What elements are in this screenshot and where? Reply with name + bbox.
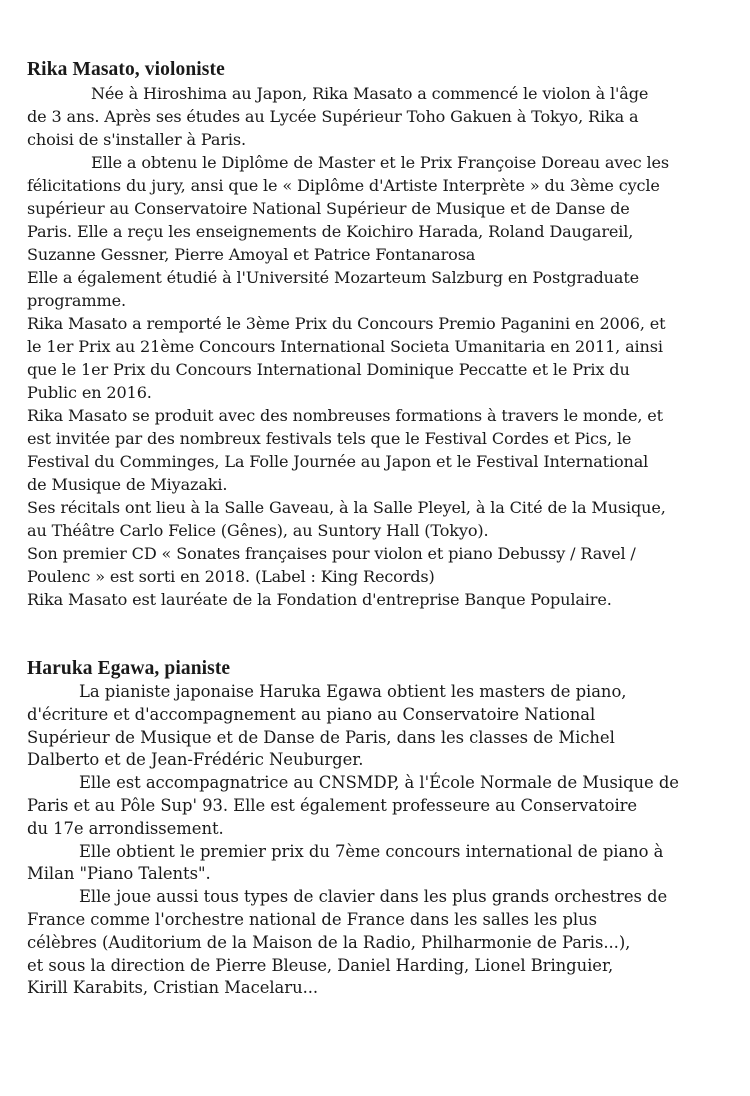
text-line: France comme l'orchestre national de France dans les salles les plus [27,909,597,929]
text-line: supérieur au Conservatoire National Supérieur de Musique et de Danse de [27,199,630,218]
text-line: Rika Masato est lauréate de la Fondation d'entreprise Banque Populaire. [27,590,612,609]
text-line: de Musique de Miyazaki. [27,475,228,494]
text-line: que le 1er Prix du Concours International Dominique Peccatte et le Prix du [27,360,630,379]
text-line: et sous la direction de Pierre Bleuse, Daniel Harding, Lionel Bringuier, [27,955,614,975]
text-line: Paris et au Pôle Sup' 93. Elle est également professeure au Conservatoire [27,795,638,815]
section-heading: Rika Masato, violoniste [27,59,225,80]
text-line: programme. [27,291,126,310]
text-line: Dalberto et de Jean-Frédéric Neuburger. [27,750,364,770]
bio-section-pianist [27,657,727,1000]
text-line: Rika Masato a remporté le 3ème Prix du Concours Premio Paganini en 2006, et [27,314,666,333]
text-line: Elle est accompagnatrice au CNSMDP, à l'École Normale de Musique de [79,773,679,793]
text-line: La pianiste japonaise Haruka Egawa obtient les masters de piano, [79,682,627,701]
text-line: Elle a obtenu le Diplôme de Master et le Prix Françoise Doreau avec les [91,153,670,172]
text-line: Son premier CD « Sonates françaises pour violon et piano Debussy / Ravel / [27,544,636,563]
text-line: au Théâtre Carlo Felice (Gênes), au Suntory Hall (Tokyo). [27,521,489,540]
section-heading: Haruka Egawa, pianiste [27,658,231,679]
text-line: de 3 ans. Après ses études au Lycée Supérieur Toho Gakuen à Tokyo, Rika a [27,107,639,126]
text-line: Elle joue aussi tous types de clavier dans les plus grands orchestres de [79,887,668,907]
text-line: est invitée par des nombreux festivals tels que le Festival Cordes et Pics, le [27,429,632,448]
text-line: d'écriture et d'accompagnement au piano au Conservatoire National [27,704,596,724]
text-line: Ses récitals ont lieu à la Salle Gaveau, à la Salle Pleyel, à la Cité de la Musique, [27,498,666,517]
text-line: Supérieur de Musique et de Danse de Paris, dans les classes de Michel [27,727,615,747]
text-line: le 1er Prix au 21ème Concours International Societa Umanitaria en 2011, ainsi [27,337,663,356]
bio-section-violinist [27,58,727,611]
text-line: choisi de s'installer à Paris. [27,130,246,149]
text-line: Elle obtient le premier prix du 7ème concours international de piano à [79,841,664,861]
text-line: Kirill Karabits, Cristian Macelaru... [27,978,319,998]
text-line: Rika Masato se produit avec des nombreuses formations à travers le monde, et [27,406,663,425]
text-line: Née à Hiroshima au Japon, Rika Masato a commencé le violon à l'âge [91,84,649,103]
text-line: Paris. Elle a reçu les enseignements de Koichiro Harada, Roland Daugareil, [27,222,634,241]
text-line: Festival du Comminges, La Folle Journée au Japon et le Festival International [27,452,649,471]
text-line: célèbres (Auditorium de la Maison de la Radio, Philharmonie de Paris...), [27,932,631,952]
text-line: Suzanne Gessner, Pierre Amoyal et Patrice Fontanarosa [27,245,476,264]
text-line: Milan "Piano Talents". [27,864,211,884]
text-line: Elle a également étudié à l'Université Mozarteum Salzburg en Postgraduate [27,268,640,287]
text-line: Public en 2016. [27,383,152,402]
text-line: félicitations du jury, ansi que le « Diplôme d'Artiste Interprète » du 3ème cycle [27,176,660,195]
text-line: Poulenc » est sorti en 2018. (Label : King Records) [27,567,435,586]
text-line: du 17e arrondissement. [27,818,224,838]
